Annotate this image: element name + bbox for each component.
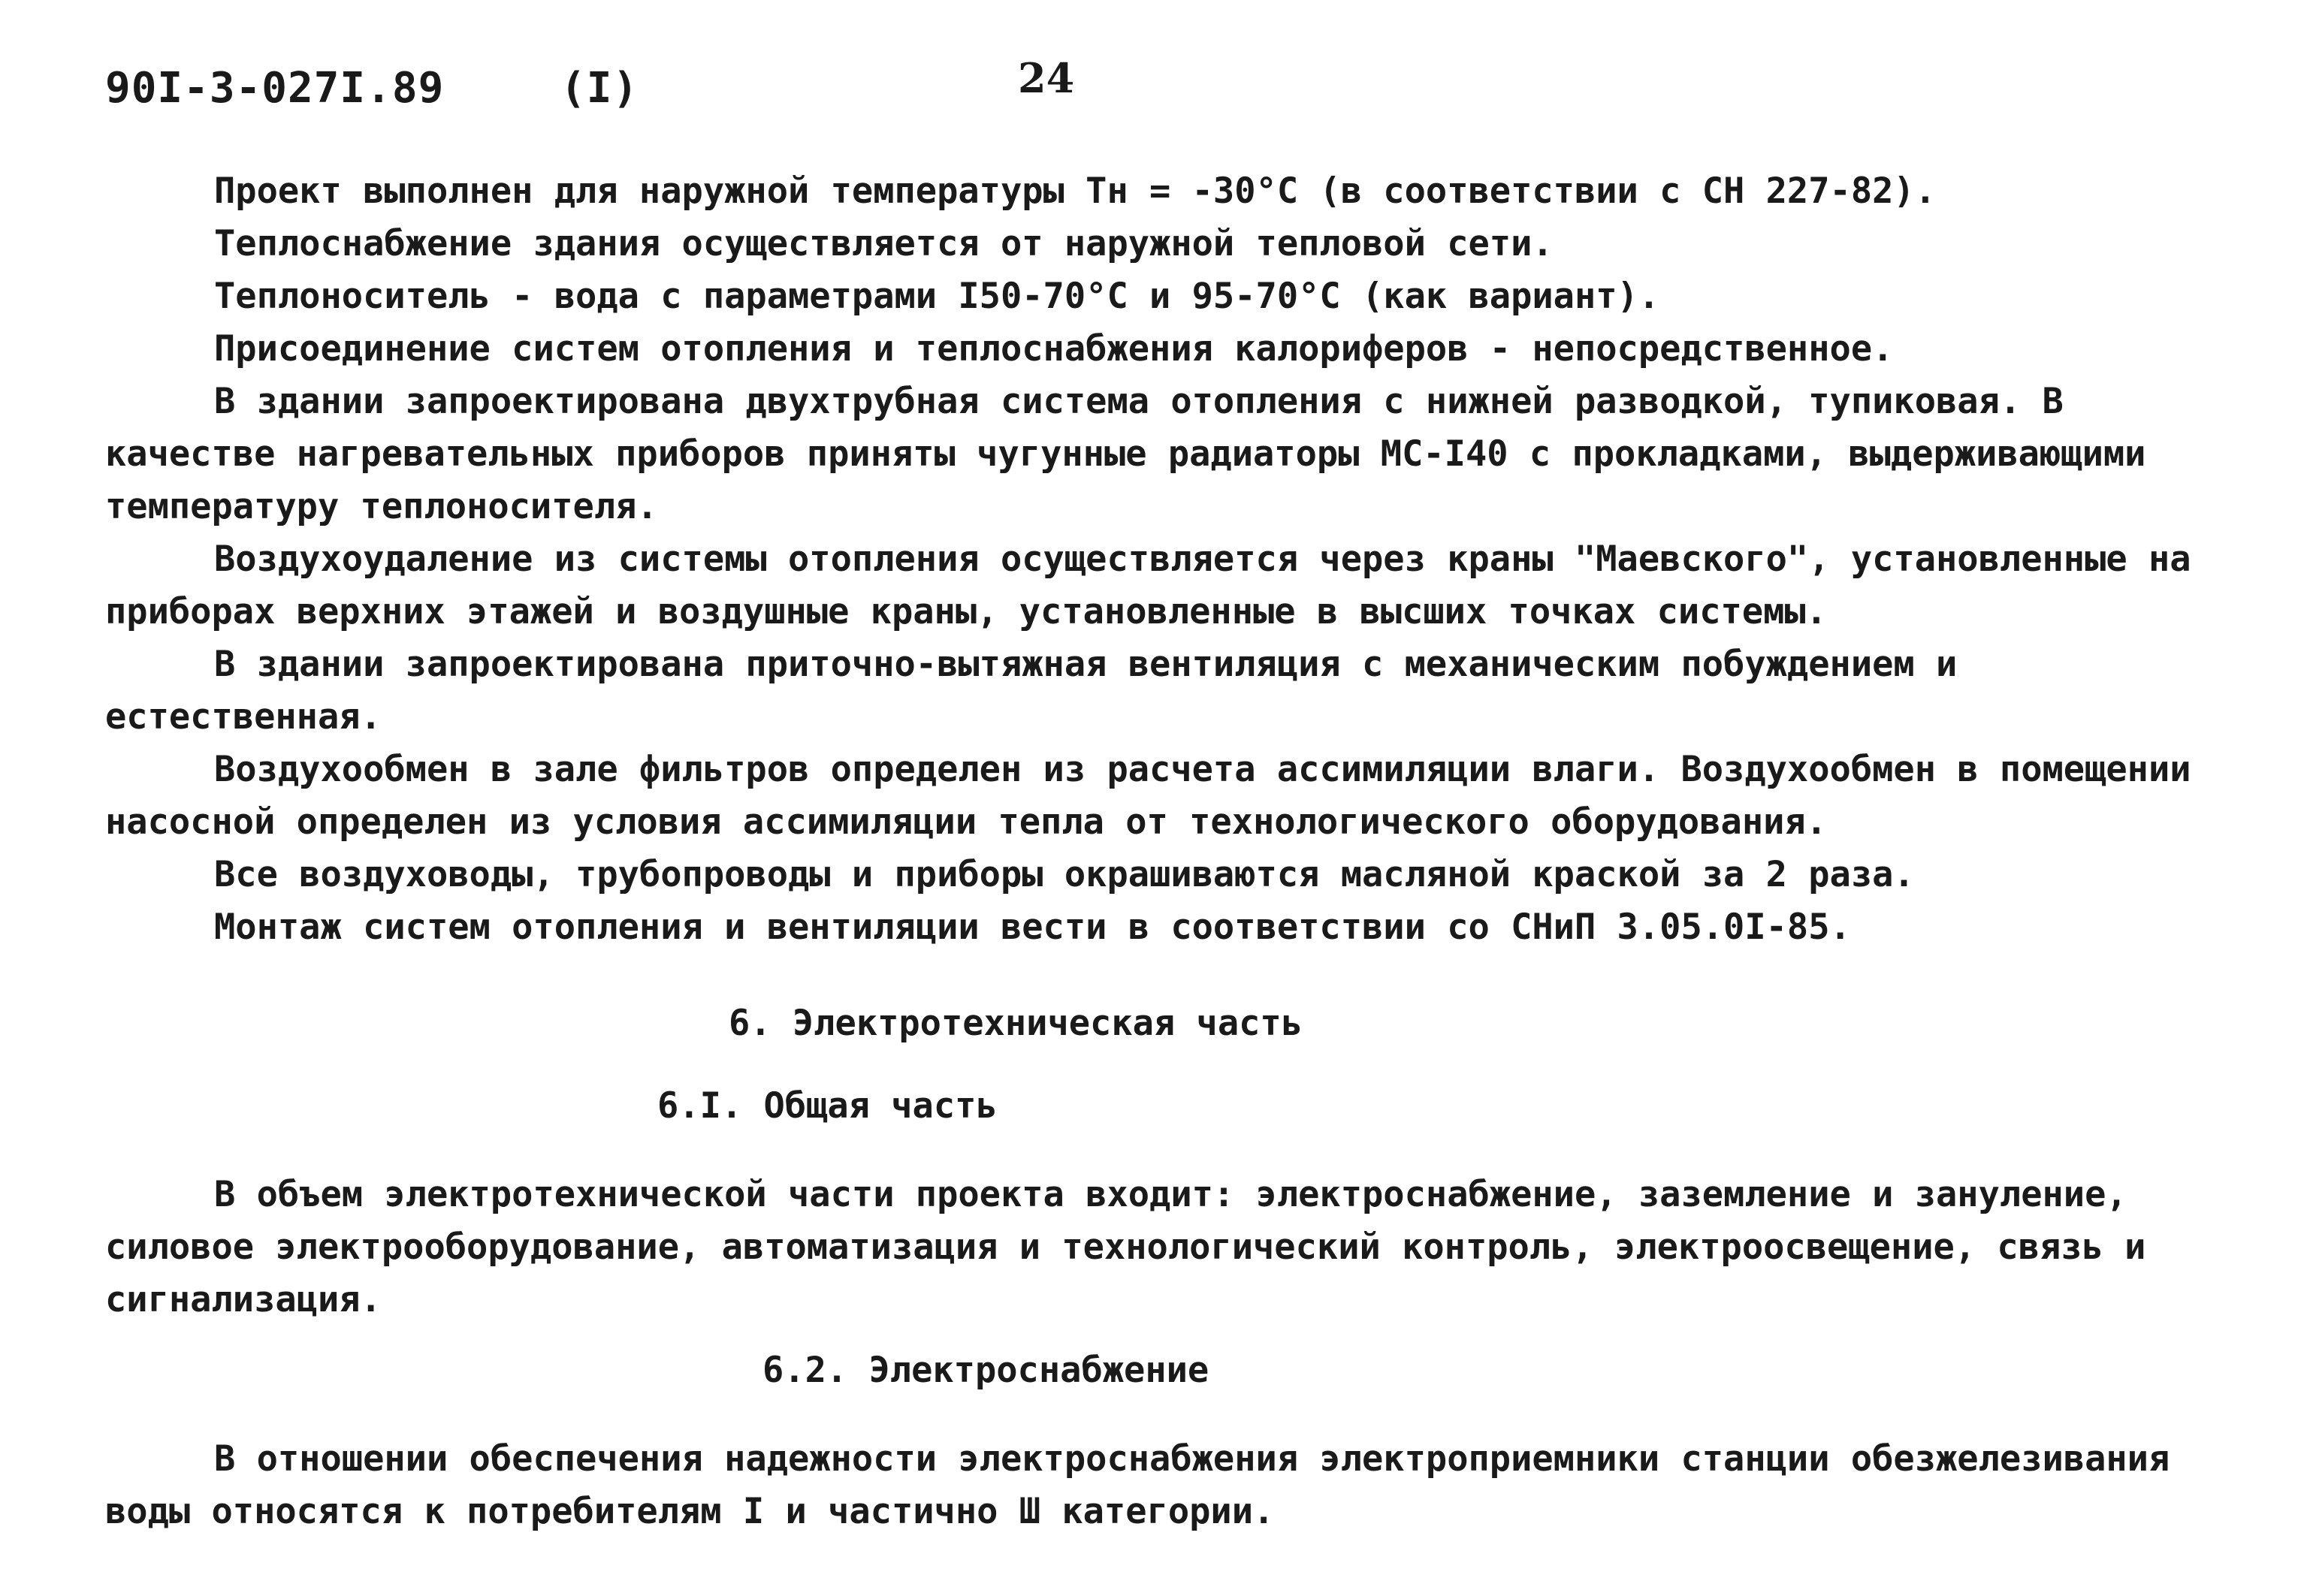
document-code: 90I-3-027I.89	[105, 64, 445, 113]
paragraph: Воздухообмен в зале фильтров определен из расчета ассимиляции влаги. Воздухообмен в помещении насосной определен из условия ассимиляции тепла от технологического оборудования.	[105, 749, 2191, 843]
subsection-heading: 6.I. Общая часть	[657, 1085, 998, 1127]
paragraph: Присоединение систем отопления и теплоснабжения калориферов - непосредственное.	[214, 328, 1894, 370]
paragraph: Теплоноситель - вода с параметрами I50-70°С и 95-70°С (как вариант).	[214, 276, 1660, 317]
paragraph: В здании запроектирована приточно-вытяжная вентиляция с механическим побуждением и естественная.	[105, 644, 1958, 738]
document-part: (I)	[560, 64, 639, 113]
paragraph: Проект выполнен для наружной температуры Тн = -30°С (в соответствии с СН 227-82).	[214, 170, 1937, 212]
paragraph: В объем электротехнической части проекта входит: электроснабжение, заземление и зануление, силовое электрооборудование, автоматизация и технологический контроль, электроосвещение, связь и сигнализация.	[105, 1174, 2146, 1320]
page-number: 24	[1018, 54, 1075, 102]
paragraph: Теплоснабжение здания осуществляется от наружной тепловой сети.	[214, 223, 1554, 264]
section-heading: 6. Электротехническая часть	[729, 1003, 1303, 1044]
paragraph: Все воздуховоды, трубопроводы и приборы окрашиваются масляной краской за 2 раза.	[214, 854, 1915, 895]
paragraph: Монтаж систем отопления и вентиляции вести в соответствии со СНиП 3.05.0I-85.	[214, 907, 1851, 948]
document-header	[105, 64, 639, 113]
document-body	[105, 165, 2254, 1538]
subsection-heading: 6.2. Электроснабжение	[762, 1350, 1209, 1391]
paragraph: Воздухоудаление из системы отопления осуществляется через краны "Маевского", установленные на приборах верхних этажей и воздушные краны, установленные в высших точках системы.	[105, 539, 2191, 632]
paragraph: В здании запроектирована двухтрубная система отопления с нижней разводкой, тупиковая. В качестве нагревательных приборов приняты чугунные радиаторы МС-I40 с прокладками, выдерживающими температуру теплоносителя.	[105, 381, 2146, 527]
paragraph: В отношении обеспечения надежности электроснабжения электроприемники станции обезжелезивания воды относятся к потребителям I и частично Ш категории.	[105, 1438, 2170, 1532]
